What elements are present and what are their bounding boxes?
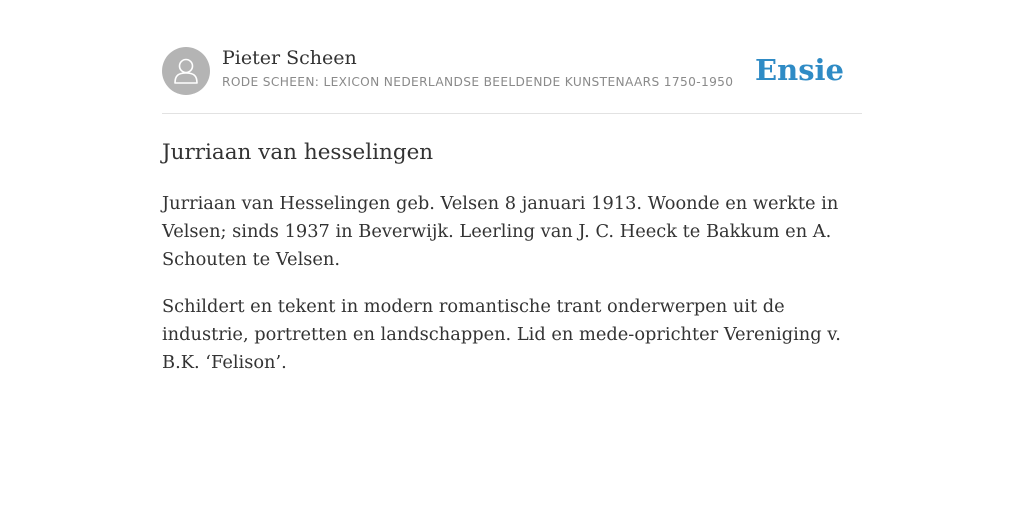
article-body	[162, 190, 862, 396]
avatar[interactable]	[162, 47, 210, 95]
user-icon	[162, 47, 210, 95]
header	[162, 46, 862, 96]
source-title[interactable]: RODE SCHEEN: LEXICON NEDERLANDSE BEELDENDE KUNSTENAARS 1750-1950	[222, 75, 734, 89]
paragraph: Jurriaan van Hesselingen geb. Velsen 8 januari 1913. Woonde en werkte in Velsen; sinds 1937 in Beverwijk. Leerling van J. C. Heeck te Bakkum en A. Schouten te Velsen.	[162, 193, 839, 270]
divider	[162, 113, 862, 114]
author-name[interactable]: Pieter Scheen	[222, 47, 357, 69]
page-title: Jurriaan van hesselingen	[162, 140, 434, 165]
ensie-logo[interactable]: Ensie	[755, 53, 844, 87]
paragraph: Schildert en tekent in modern romantische trant onderwerpen uit de industrie, portretten en landschappen. Lid en mede-oprichter Vereniging v. B.K. ‘Felison’.	[162, 296, 841, 373]
